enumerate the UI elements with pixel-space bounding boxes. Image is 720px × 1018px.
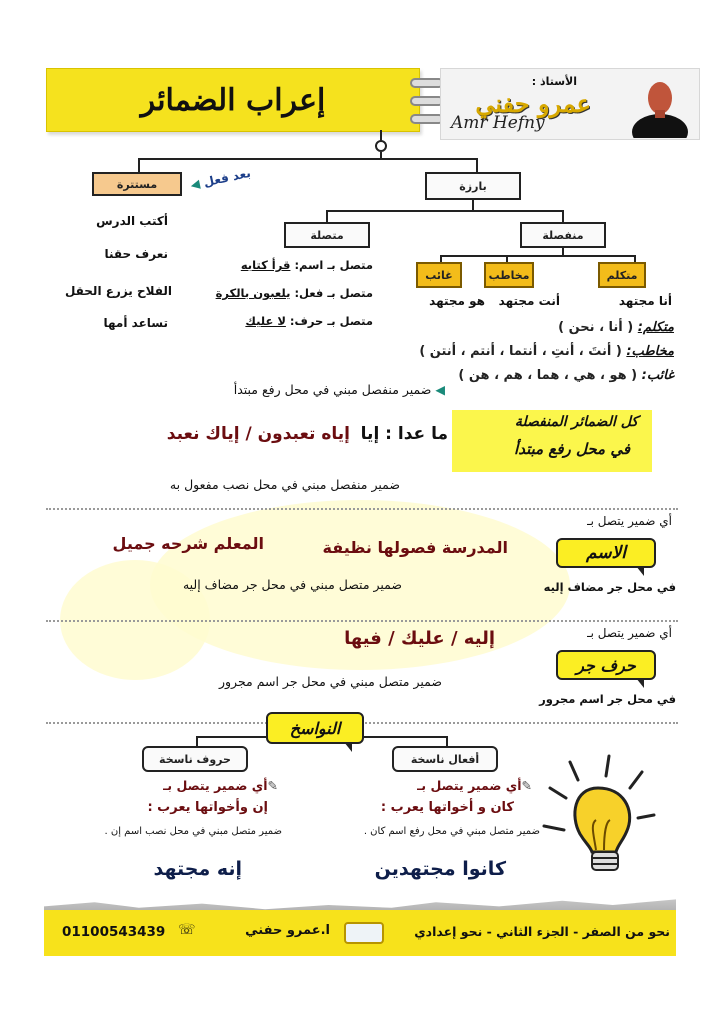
box-speaker: متكلم bbox=[598, 262, 646, 288]
footer-box bbox=[344, 922, 384, 944]
detached-rule: ◀ ضمير منفصل مبني في محل رفع مبتدأ bbox=[233, 382, 445, 397]
letters-rule: ضمير متصل مبني في محل نصب اسم إن . bbox=[104, 826, 282, 837]
box-attached: متصلة bbox=[284, 222, 370, 248]
box-hidden-pronoun: مستترة bbox=[92, 172, 182, 196]
noun-intro: أي ضمير يتصل بـ bbox=[587, 514, 672, 528]
preposition-bubble: حرف جر bbox=[556, 650, 656, 680]
noun-rule: ضمير متصل مبني في محل جر مضاف إليه bbox=[182, 577, 402, 592]
pronoun-list-absent: غائب: ( هو ، هي ، هما ، هم ، هن ) bbox=[458, 368, 674, 383]
preposition-result: في محل جر اسم مجرور bbox=[539, 692, 676, 706]
box-verbs: أفعال ناسخة bbox=[392, 746, 498, 772]
highlight-line-2: في محل رفع مبتدأ bbox=[514, 440, 630, 458]
arrow-left-icon: ◀ bbox=[435, 382, 445, 397]
pronoun-list-speaker: متكلم: ( أنا ، نحن ) bbox=[558, 320, 674, 335]
hidden-example: الفلاح يزرع الحقل bbox=[64, 284, 172, 298]
nawasikh-bubble: النواسخ bbox=[266, 712, 364, 744]
verbs-rule: ضمير متصل مبني في محل رفع اسم كان . bbox=[363, 826, 540, 837]
exception-rule: ضمير منفصل مبني في محل نصب مفعول به bbox=[169, 477, 400, 492]
divider bbox=[46, 620, 678, 622]
title-banner bbox=[46, 68, 420, 132]
pronoun-list-addressee: مخاطب: ( أنتَ ، أنتِ ، أنتما ، أنتم ، أنتن ) bbox=[419, 344, 674, 359]
detached-example: هو مجتهد bbox=[429, 294, 485, 308]
footer-bar bbox=[44, 910, 676, 956]
hidden-example: نعرف حقنا bbox=[104, 247, 168, 261]
attached-row: متصل بـ حرف: لا عليك bbox=[245, 314, 373, 328]
attached-row: متصل بـ اسم: قرأ كتابه bbox=[240, 258, 373, 272]
phone-icon: ☏ bbox=[178, 922, 196, 938]
lightbulb-icon bbox=[534, 740, 674, 880]
footer-teacher: ا.عمرو حفني bbox=[245, 923, 330, 938]
noun-example-2: المعلم شرحه جميل bbox=[112, 534, 264, 553]
pencil-icon: ✎ bbox=[521, 778, 532, 793]
verbs-line2: كان و أخواتها يعرب : bbox=[380, 800, 514, 815]
noun-bubble: الاسم bbox=[556, 538, 656, 568]
teacher-name-ar: عمرو حفني bbox=[475, 89, 591, 118]
box-absent: غائب bbox=[416, 262, 462, 288]
detached-example: أنت مجتهد bbox=[498, 294, 560, 308]
hidden-example: أكتب الدرس bbox=[96, 214, 168, 228]
letters-line2: إن وأخواتها يعرب : bbox=[147, 800, 268, 815]
box-explicit-pronoun: بارزة bbox=[425, 172, 521, 200]
preposition-example: إليه / عليك / فيها bbox=[344, 628, 495, 649]
box-detached: منفصلة bbox=[520, 222, 606, 248]
attached-row: متصل بـ فعل: يلعبون بالكرة bbox=[215, 286, 373, 300]
hidden-example: تساعد أمها bbox=[103, 316, 168, 330]
box-addressee: مخاطب bbox=[484, 262, 534, 288]
letters-line1: ✎أي ضمير يتصل بـ bbox=[163, 778, 278, 793]
verbs-example: كانوا مجتهدين bbox=[374, 858, 506, 880]
pencil-icon: ✎ bbox=[267, 778, 278, 793]
noun-result: في محل جر مضاف إليه bbox=[543, 580, 676, 594]
verbs-line1: ✎أي ضمير يتصل بـ bbox=[417, 778, 532, 793]
letters-example: إنه مجتهد bbox=[153, 858, 242, 880]
footer-course: نحو من الصفر - الجزء الثاني - نحو إعدادي bbox=[414, 924, 670, 939]
preposition-rule: ضمير متصل مبني في محل جر اسم مجرور bbox=[218, 674, 442, 689]
divider bbox=[46, 508, 678, 510]
exception-example: إياه تعبدون / إياك نعبد bbox=[166, 424, 350, 444]
detached-example: أنا مجتهد bbox=[618, 294, 672, 308]
teacher-label: الأستاذ : bbox=[531, 75, 577, 88]
preposition-intro: أي ضمير يتصل بـ bbox=[587, 626, 672, 640]
avatar bbox=[629, 72, 691, 138]
arrow-left-icon: ◀ bbox=[189, 176, 202, 193]
note-after-verb: بعد فعل ◀ bbox=[189, 165, 252, 193]
exception-label: ما عدا : إيا bbox=[360, 424, 448, 444]
box-letters: حروف ناسخة bbox=[142, 746, 248, 772]
teacher-name-en: Amr Hefny bbox=[451, 113, 545, 133]
page-title: إعراب الضمائر bbox=[140, 82, 326, 118]
footer-phone: 01100543439 bbox=[62, 924, 166, 940]
highlight-line-1: كل الضمائر المنفصلة bbox=[514, 414, 638, 430]
teacher-card bbox=[440, 68, 700, 140]
noun-example-1: المدرسة فصولها نظيفة bbox=[322, 538, 508, 557]
